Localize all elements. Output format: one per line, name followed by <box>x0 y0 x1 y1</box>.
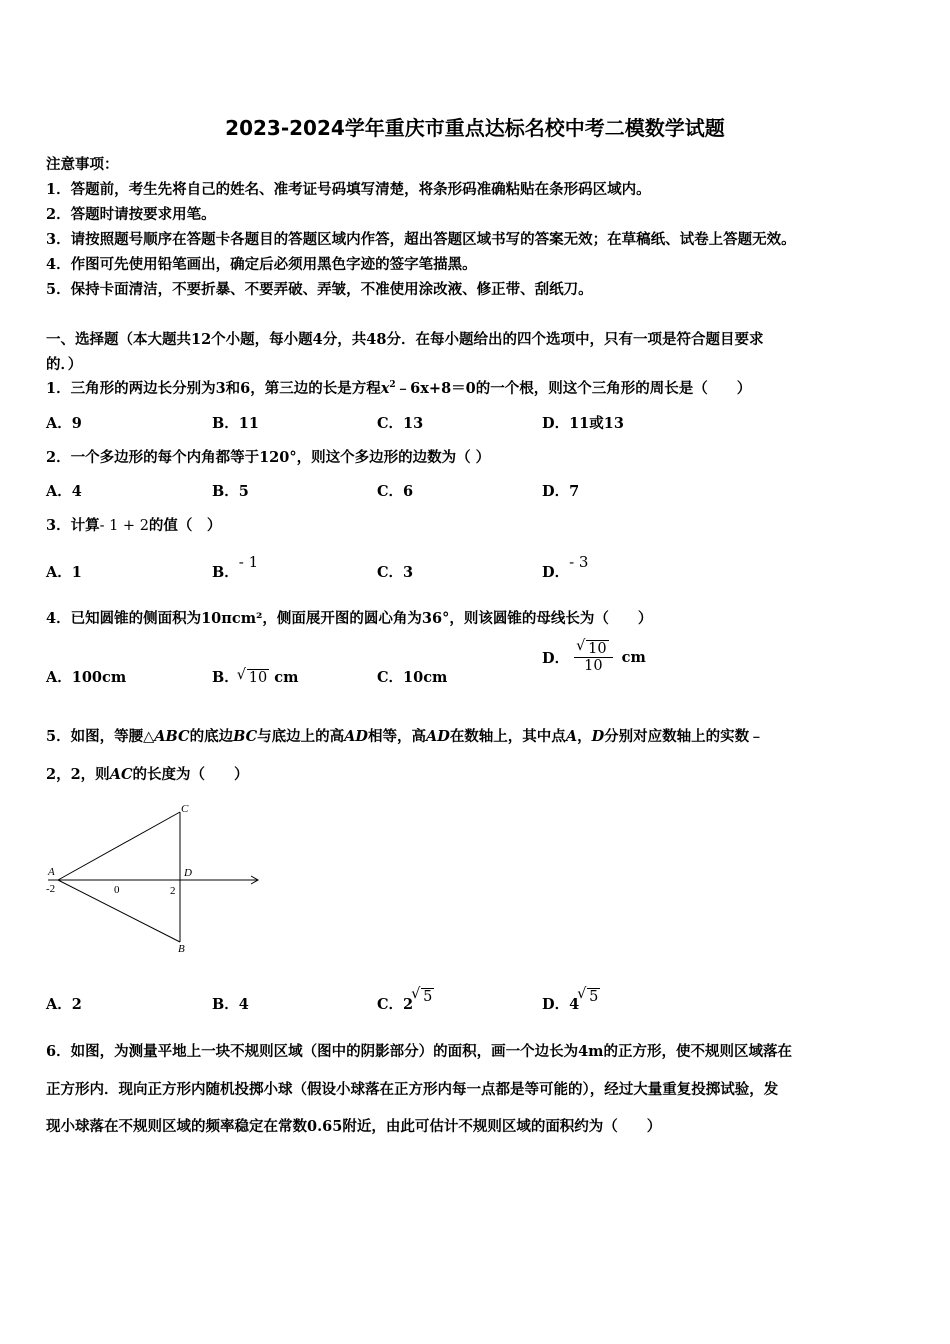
q4-option-b[interactable] <box>212 666 298 687</box>
q3-option-b[interactable] <box>212 553 259 582</box>
q5-text-g: 相等，高 <box>367 728 426 745</box>
q3-option-a[interactable]: A．1 <box>46 564 82 581</box>
q4-option-d-unit: cm <box>621 648 646 666</box>
q1-post: ﹣6x+8＝0的一个根，则这个三角形的周长是（ ） <box>395 380 752 397</box>
q5-text-h: AD <box>425 728 450 745</box>
q2-option-a[interactable]: A．4 <box>46 483 82 500</box>
tick-neg2: -2 <box>46 883 56 895</box>
label-a: A <box>48 866 55 878</box>
q3-post: 的值（ ） <box>148 517 222 534</box>
q5-text-o: AC <box>109 766 133 783</box>
q5-text-m: 分别对应数轴上的实数﹣ <box>604 728 764 745</box>
q4-option-c[interactable]: C．10cm <box>377 669 448 686</box>
q3-option-c[interactable]: C．3 <box>377 564 414 581</box>
q3-option-d-label: D． <box>542 564 570 581</box>
q5-text-p: 的长度为（ ） <box>132 766 249 783</box>
q4-option-a[interactable]: A．100cm <box>46 669 127 686</box>
q1-option-a[interactable]: A．9 <box>46 415 82 432</box>
notice-item-5: 5．保持卡面清洁，不要折暴、不要弄破、弄皱，不准使用涂改液、修正带、刮纸刀。 <box>46 281 593 298</box>
notice-item-2: 2．答题时请按要求用笔。 <box>46 206 216 223</box>
q5-option-a[interactable]: A．2 <box>46 996 82 1013</box>
q2-option-c[interactable]: C．6 <box>377 483 414 500</box>
question-6-line1: 6．如图，为测量平地上一块不规则区域（图中的阴影部分）的面积，画一个边长为4m的正方形，使不规则区域落在 <box>46 1043 793 1060</box>
q5-text-a: 5．如图，等腰△ <box>46 728 155 745</box>
label-d: D <box>184 867 192 879</box>
tick-2: 2 <box>170 885 176 897</box>
q5-text-c: 的底边 <box>189 728 234 745</box>
q3-option-d[interactable] <box>542 553 589 582</box>
q5-option-d[interactable] <box>542 989 600 1014</box>
page-title: 2023-2024学年重庆市重点达标名校中考二模数学试题 <box>225 116 725 140</box>
q4-option-b-unit: cm <box>274 669 299 686</box>
question-3 <box>46 514 221 535</box>
section-heading-line2: 的．） <box>46 356 83 373</box>
q5-option-c-label: C．2 <box>377 996 414 1013</box>
q4-option-d-den: 10 <box>584 658 603 674</box>
q5-text-d: BC <box>233 728 258 745</box>
question-5-line2 <box>46 763 248 784</box>
q5-text-l: D <box>591 728 605 745</box>
q4-option-d[interactable] <box>542 640 646 674</box>
q1-exp: 2 <box>389 380 396 391</box>
q2-option-b[interactable]: B．5 <box>212 483 249 500</box>
notice-item-3: 3．请按照题号顺序在答题卡各题目的答题区域内作答，超出答题区域书写的答案无效；在草稿纸、试卷上答题无效。 <box>46 231 796 248</box>
q5-text-b: ABC <box>154 728 190 745</box>
question-4: 4．已知圆锥的侧面积为10πcm²，侧面展开图的圆心角为36°，则该圆锥的母线长为（ ） <box>46 610 653 627</box>
label-c: C <box>181 803 189 815</box>
q3-option-b-value: - 1 <box>238 553 259 571</box>
q4-option-d-fraction <box>574 640 612 674</box>
q3-pre: 3．计算 <box>46 517 100 534</box>
question-6-line3: 现小球落在不规则区域的频率稳定在常数0.65附近，由此可估计不规则区域的面积约为（ ） <box>46 1118 662 1135</box>
q5-option-c-radical: √ 5 <box>421 988 434 1005</box>
q4-option-b-radical: √ 10 <box>247 669 269 686</box>
q5-text-j: A <box>565 728 578 745</box>
tick-0: 0 <box>114 884 120 896</box>
segment-ac <box>58 812 180 880</box>
q4-option-d-label: D． <box>542 649 570 667</box>
q1-option-d[interactable]: D．11或13 <box>542 415 624 432</box>
q4-option-d-num: √ 10 <box>586 640 608 657</box>
question-5-line1 <box>46 725 764 746</box>
question-1 <box>46 377 751 398</box>
question-2: 2．一个多边形的每个内角都等于120°，则这个多边形的边数为（ ） <box>46 449 491 466</box>
q3-option-b-label: B． <box>212 564 239 581</box>
q5-text-n: 2，2，则 <box>46 766 110 783</box>
question-6-line2: 正方形内．现向正方形内随机投掷小球（假设小球落在正方形内每一点都是等可能的），经过大量重复投掷试验，发 <box>46 1081 779 1098</box>
q3-option-d-value: - 3 <box>569 553 589 571</box>
q5-text-i: 在数轴上，其中点 <box>449 728 566 745</box>
notice-item-1: 1．答题前，考生先将自己的姓名、准考证号码填写清楚，将条形码准确粘贴在条形码区域内。 <box>46 181 651 198</box>
q1-var: x <box>380 380 390 397</box>
q5-option-d-label: D．4 <box>542 996 580 1013</box>
q5-text-f: AD <box>344 728 368 745</box>
q2-option-d[interactable]: D．7 <box>542 483 580 500</box>
q5-triangle-figure <box>40 800 270 960</box>
section-heading-line1: 一、选择题（本大题共12个小题，每小题4分，共48分．在每小题给出的四个选项中，只有一项是符合题目要求 <box>46 331 764 348</box>
notice-item-4: 4．作图可先使用铅笔画出，确定后必须用黑色字迹的签字笔描黑。 <box>46 256 477 273</box>
label-b: B <box>178 943 185 955</box>
q5-option-c[interactable] <box>377 989 434 1014</box>
q5-option-d-radical: √ 5 <box>587 988 600 1005</box>
q1-option-c[interactable]: C．13 <box>377 415 424 432</box>
q1-pre: 1．三角形的两边长分别为3和6，第三边的长是方程 <box>46 380 381 397</box>
q5-text-k: ， <box>577 728 592 745</box>
q5-text-e: 与底边上的高 <box>257 728 345 745</box>
notice-heading: 注意事项： <box>46 156 119 173</box>
q5-option-b[interactable]: B．4 <box>212 996 249 1013</box>
q1-option-b[interactable]: B．11 <box>212 415 259 432</box>
q4-option-b-label: B． <box>212 669 239 686</box>
q3-expr: - 1 + 2 <box>99 518 149 534</box>
